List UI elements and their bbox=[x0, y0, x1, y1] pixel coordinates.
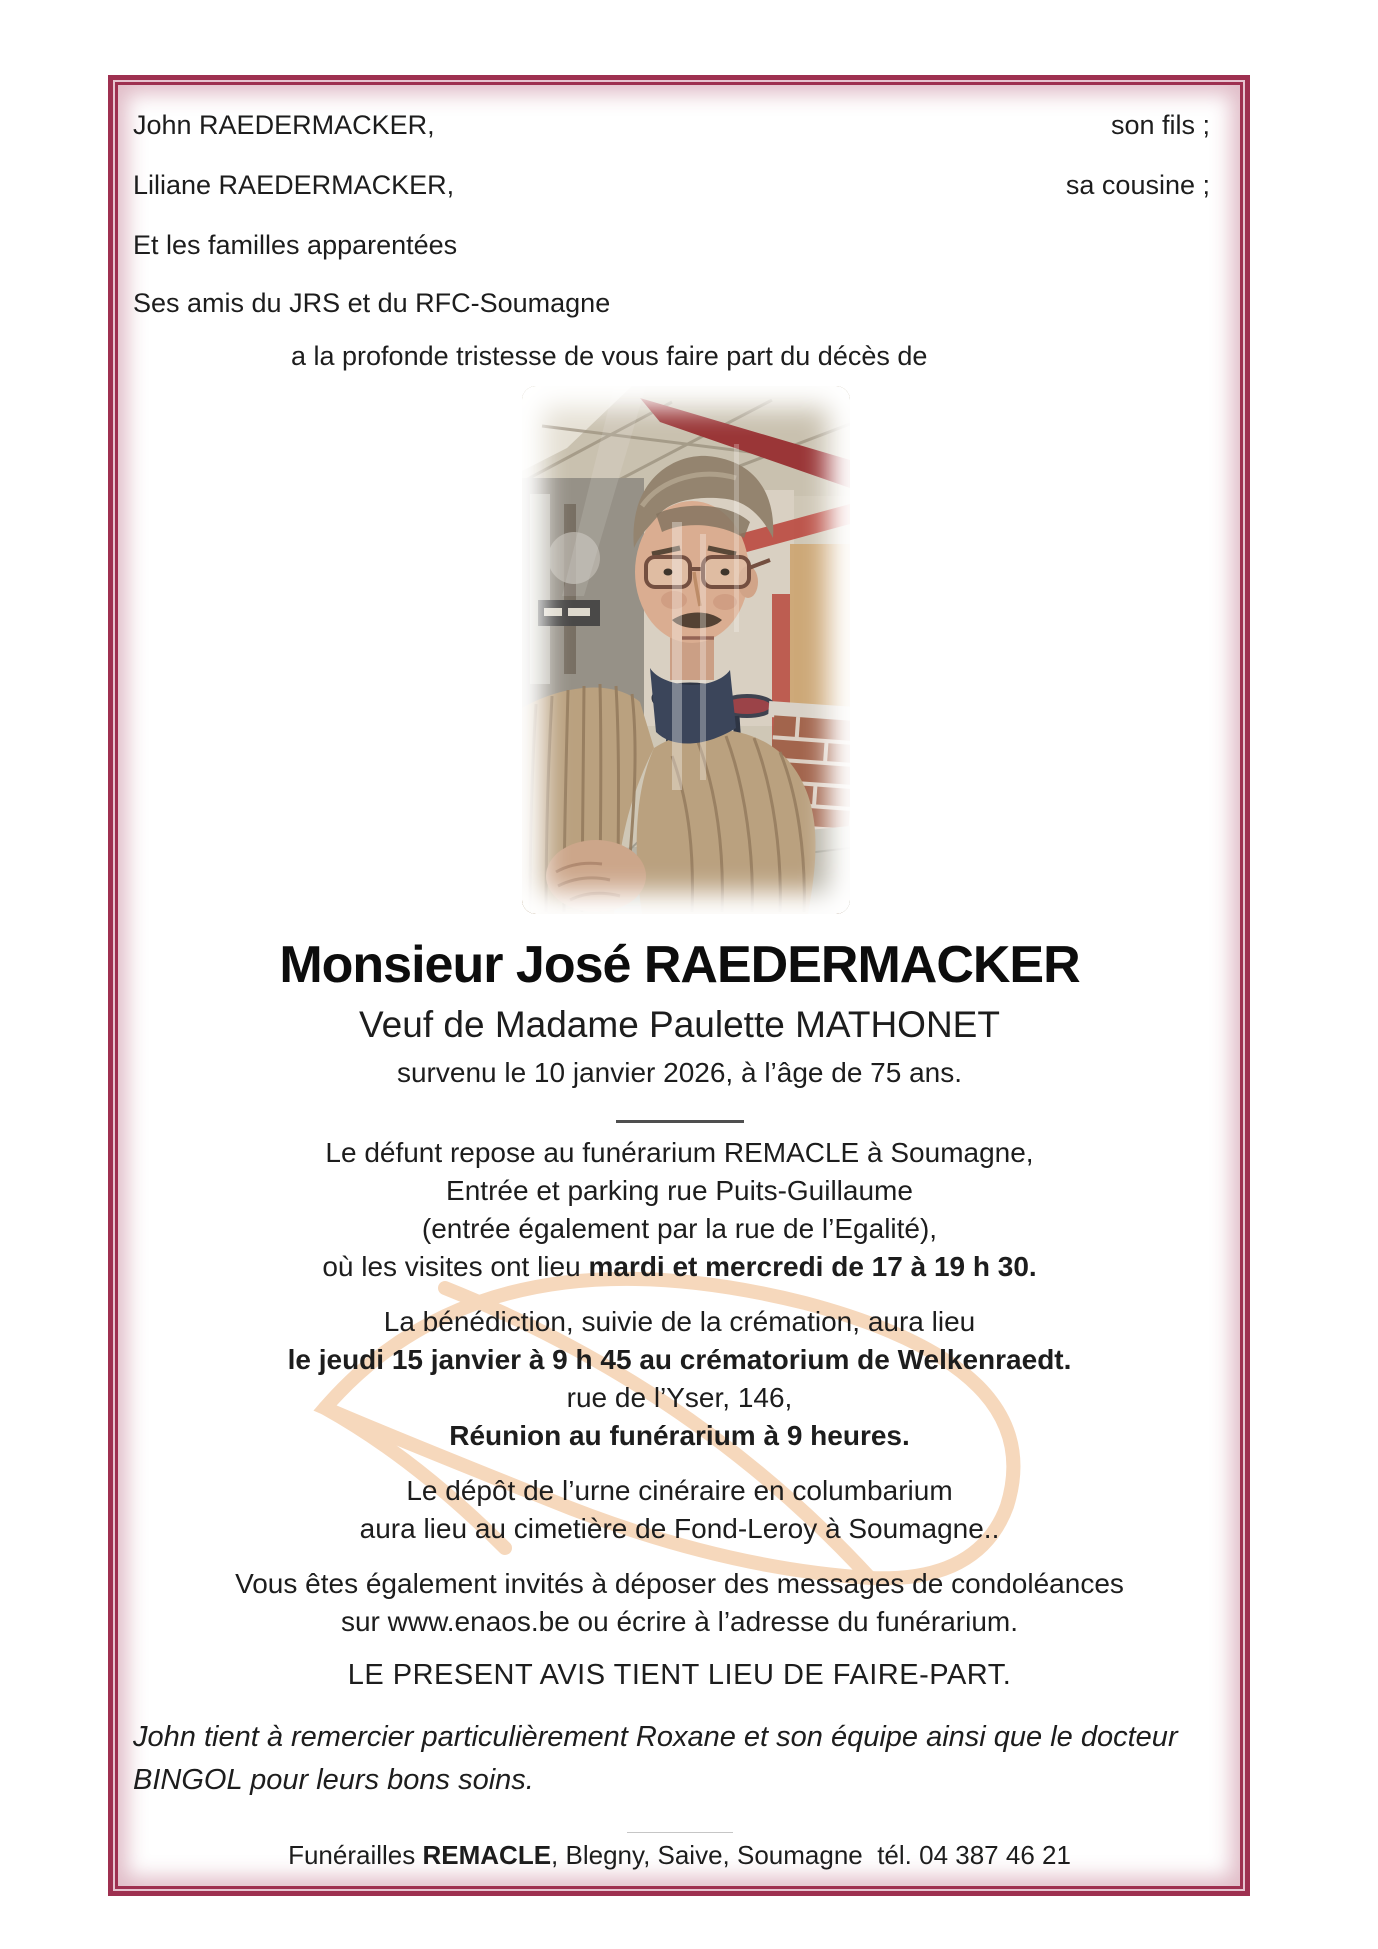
relative-name: Et les familles apparentées bbox=[133, 230, 458, 260]
relative-row bbox=[133, 110, 1210, 141]
deceased-name-title: Monsieur José RAEDERMACKER bbox=[279, 936, 1080, 994]
funeral-home-footer bbox=[111, 1840, 1248, 1871]
ceremony-line-bold: le jeudi 15 janvier à 9 h 45 au crématorium de Welkenraedt. bbox=[287, 1344, 1072, 1375]
faire-part-line: LE PRESENT AVIS TIENT LIEU DE FAIRE-PART. bbox=[347, 1659, 1012, 1691]
relative-name: Ses amis du JRS et du RFC-Soumagne bbox=[133, 288, 611, 318]
relative-name: John RAEDERMACKER, bbox=[133, 110, 435, 140]
relative-relation: sa cousine ; bbox=[1065, 170, 1210, 200]
condolences-block bbox=[111, 1565, 1248, 1641]
repose-line: où les visites ont lieu mardi et mercredi de 17 à 19 h 30. bbox=[322, 1251, 1037, 1282]
thanks-line: John tient à remercier particulièrement Roxane et son équipe ainsi que le docteur bbox=[133, 1721, 1178, 1753]
footer-suffix: , Blegny, Saive, Soumagne tél. 04 387 46 21 bbox=[551, 1840, 1071, 1870]
relative-row bbox=[133, 170, 1210, 201]
footer-prefix: Funérailles bbox=[288, 1840, 423, 1870]
footer-brand: REMACLE bbox=[422, 1840, 552, 1870]
footer-divider bbox=[111, 1832, 1248, 1833]
death-date-line: survenu le 10 janvier 2026, à l’âge de 75 ans. bbox=[396, 1057, 963, 1088]
repose-line: Le défunt repose au funérarium REMACLE à Soumagne, bbox=[325, 1137, 1034, 1168]
burial-line: aura lieu au cimetière de Fond-Leroy à Soumagne.. bbox=[359, 1513, 1000, 1544]
deceased-subtitle: Veuf de Madame Paulette MATHONET bbox=[359, 1004, 1000, 1045]
repose-line: Entrée et parking rue Puits-Guillaume bbox=[446, 1175, 913, 1206]
burial-line: Le dépôt de l’urne cinéraire en columbarium bbox=[406, 1475, 953, 1506]
repose-block bbox=[111, 1134, 1248, 1286]
thanks-block bbox=[133, 1716, 1238, 1802]
thanks-line: BINGOL pour leurs bons soins. bbox=[133, 1764, 534, 1796]
relative-name: Liliane RAEDERMACKER, bbox=[133, 170, 455, 200]
burial-block bbox=[111, 1472, 1248, 1548]
repose-line: (entrée également par la rue de l’Egalité), bbox=[421, 1213, 938, 1244]
condolences-line: Vous êtes également invités à déposer des messages de condoléances bbox=[235, 1568, 1124, 1599]
section-divider bbox=[111, 1120, 1248, 1123]
announcement-line: a la profonde tristesse de vous faire part du décès de bbox=[291, 341, 928, 371]
ceremony-line: rue de l’Yser, 146, bbox=[566, 1382, 793, 1413]
relative-row bbox=[133, 230, 1210, 261]
condolences-line: sur www.enaos.be ou écrire à l’adresse du funérarium. bbox=[340, 1606, 1018, 1637]
relative-row bbox=[133, 288, 1210, 319]
ceremony-block bbox=[111, 1303, 1248, 1455]
relative-relation: son fils ; bbox=[1110, 110, 1210, 140]
ceremony-line: La bénédiction, suivie de la crémation, aura lieu bbox=[383, 1306, 976, 1337]
ceremony-line-bold: Réunion au funérarium à 9 heures. bbox=[449, 1420, 910, 1451]
